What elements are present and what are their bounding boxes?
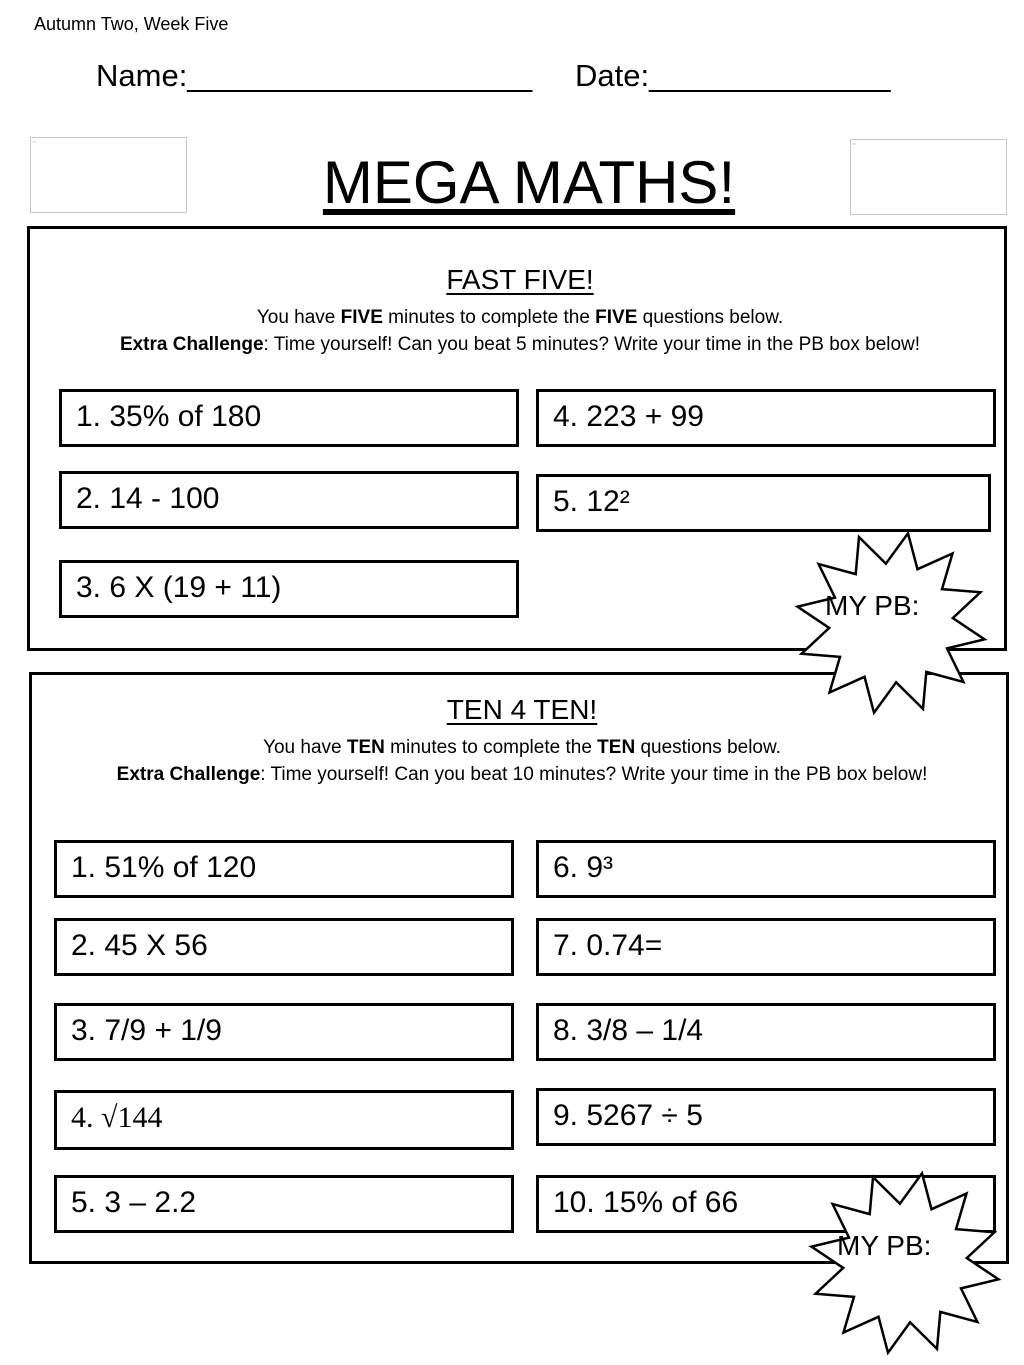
date-field[interactable]: Date:______________ (575, 58, 891, 93)
fast-five-question[interactable]: 1. 35% of 180 (59, 389, 519, 447)
term-label: Autumn Two, Week Five (34, 14, 229, 34)
ten-4-ten-question[interactable]: 7. 0.74= (536, 918, 996, 976)
fast-five-pb-starburst (790, 527, 992, 719)
ten-4-ten-pb-label[interactable]: MY PB: (837, 1230, 932, 1261)
ten-4-ten-question[interactable]: 4. √144 (54, 1090, 514, 1150)
fast-five-heading: FAST FIVE! (446, 264, 594, 295)
fast-five-instruction: You have FIVE minutes to complete the FIVE questions below. (256, 307, 784, 328)
fast-five-challenge: Extra Challenge: Time yourself! Can you beat 5 minutes? Write your time in the PB box below! (119, 334, 921, 355)
ten-4-ten-instruction: You have TEN minutes to complete the TEN questions below. (263, 737, 781, 758)
broken-image-icon: ▫ (853, 141, 856, 148)
fast-five-question[interactable]: 2. 14 - 100 (59, 471, 519, 529)
ten-4-ten-question[interactable]: 8. 3/8 – 1/4 (536, 1003, 996, 1061)
ten-4-ten-question[interactable]: 3. 7/9 + 1/9 (54, 1003, 514, 1061)
ten-4-ten-question[interactable]: 2. 45 X 56 (54, 918, 514, 976)
ten-4-ten-question[interactable]: 10. 15% of 66 (536, 1175, 996, 1233)
ten-4-ten-question[interactable]: 5. 3 – 2.2 (54, 1175, 514, 1233)
name-field[interactable]: Name:____________________ (96, 58, 533, 93)
ten-4-ten-question[interactable]: 6. 9³ (536, 840, 996, 898)
fast-five-question[interactable]: 4. 223 + 99 (536, 389, 996, 447)
ten-4-ten-question[interactable]: 1. 51% of 120 (54, 840, 514, 898)
page-title: MEGA MATHS! (322, 149, 736, 216)
broken-image-icon: ▫ (33, 139, 36, 146)
fast-five-pb-label[interactable]: MY PB: (825, 590, 920, 621)
fast-five-question[interactable]: 5. 12² (536, 474, 991, 532)
fast-five-question[interactable]: 3. 6 X (19 + 11) (59, 560, 519, 618)
ten-4-ten-heading: TEN 4 TEN! (446, 694, 598, 725)
ten-4-ten-question[interactable]: 9. 5267 ÷ 5 (536, 1088, 996, 1146)
ten-4-ten-challenge: Extra Challenge: Time yourself! Can you beat 10 minutes? Write your time in the PB box below! (116, 764, 928, 785)
ten-4-ten-pb-starburst (804, 1167, 1006, 1359)
